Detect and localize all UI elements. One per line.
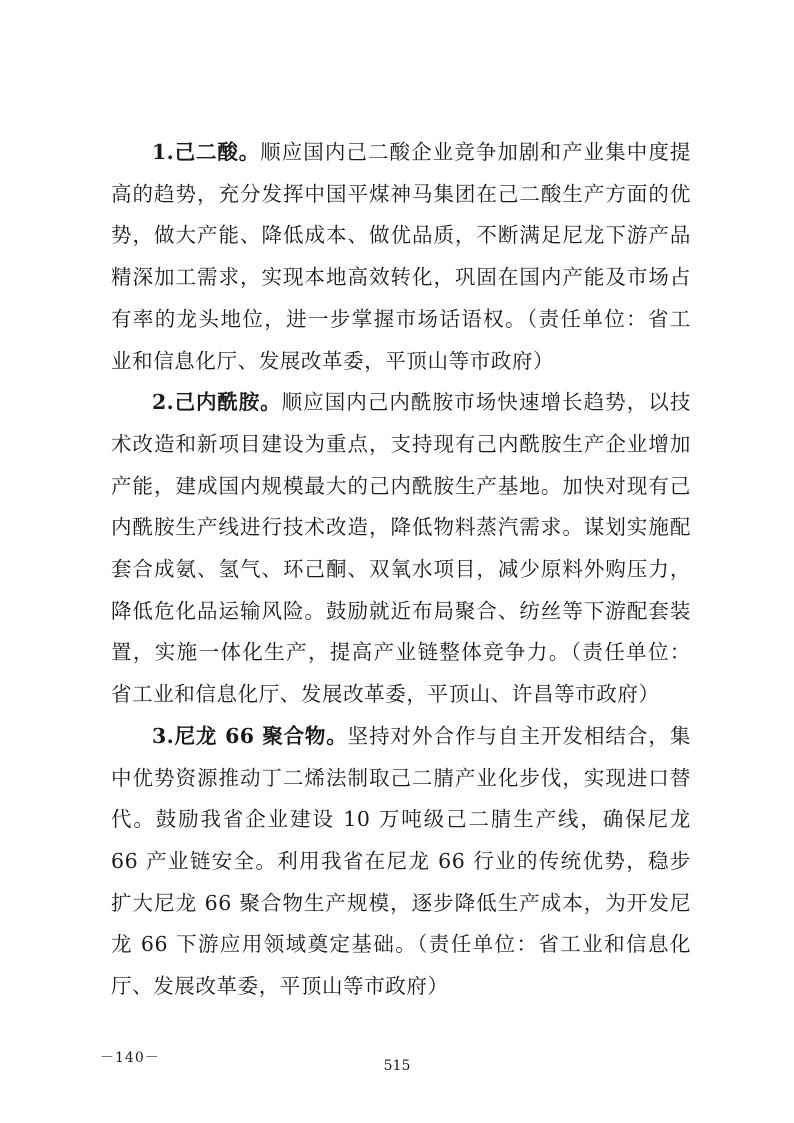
folio-number: 515 [383,1058,411,1074]
page-number: －140－ [100,1050,160,1066]
document-body [111,132,691,1008]
paragraph-adipic-acid [111,132,691,382]
paragraph-heading: 2.己内酰胺。 [152,390,282,415]
paragraph-text: 顺应国内己二酸企业竞争加剧和产业集中度提高的趋势，充分发挥中国平煤神马集团在己二酸生产方面的优势，做大产能、降低成本、做优品质，不断满足尼龙下游产品精深加工需求，实现本地高效转化，巩固在国内产能及市场占有率的龙头地位，进一步掌握市场话语权。（责任单位：省工业和信息化厅、发展改革委，平顶山等市政府） [111,140,691,373]
paragraph-heading: 3.尼龙 66 聚合物。 [152,723,348,748]
paragraph-text: 顺应国内己内酰胺市场快速增长趋势，以技术改造和新项目建设为重点，支持现有己内酰胺生产企业增加产能，建成国内规模最大的己内酰胺生产基地。加快对现有己内酰胺生产线进行技术改造，降低物料蒸汽需求。谋划实施配套合成氨、氢气、环己酮、双氧水项目，减少原料外购压力，降低危化品运输风险。鼓励就近布局聚合、纺丝等下游配套装置，实施一体化生产，提高产业链整体竞争力。（责任单位：省工业和信息化厅、发展改革委，平顶山、许昌等市政府） [111,390,692,707]
paragraph-heading: 1.己二酸。 [152,140,261,164]
paragraph-text: 坚持对外合作与自主开发相结合，集中优势资源推动丁二烯法制取己二腈产业化步伐，实现进口替代。鼓励我省企业建设 10 万吨级己二腈生产线，确保尼龙 66 产业链安全。利用我省在尼龙 66 行业的传统优势，稳步扩大尼龙 66 聚合物生产规模，逐步降低生产成本，为开发尼龙 66 下游应用领域奠定基础。（责任单位：省工业和信息化厅、发展改革委，平顶山等市政府） [111,723,691,999]
paragraph-caprolactam [111,382,691,716]
paragraph-nylon66 [111,716,691,1008]
